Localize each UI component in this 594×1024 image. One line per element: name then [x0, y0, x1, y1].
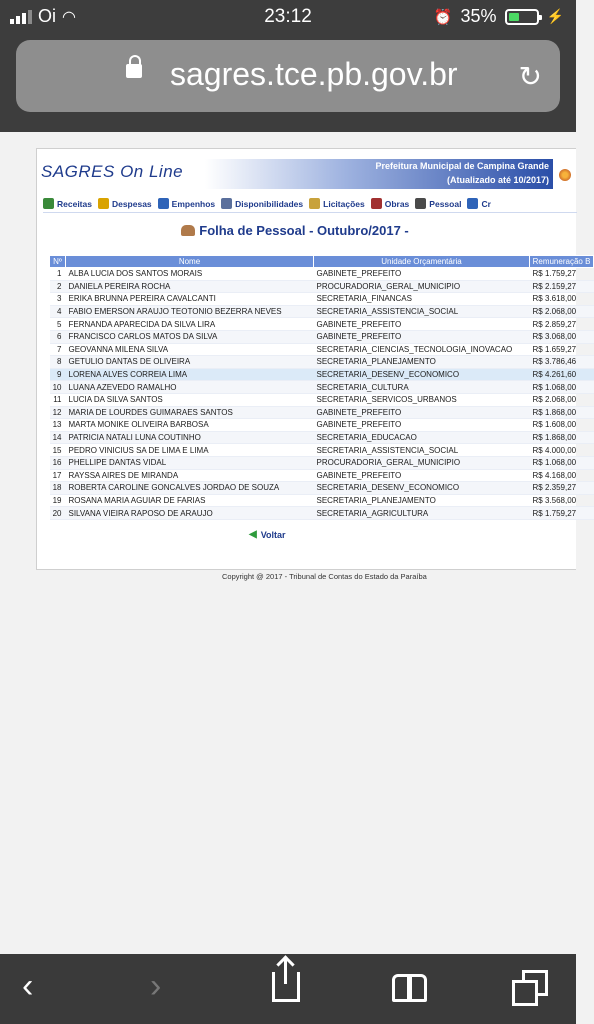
cell-numero: 3: [50, 293, 66, 306]
cell-numero: 17: [50, 469, 66, 482]
cell-numero: 13: [50, 419, 66, 432]
cell-nome[interactable]: ALBA LUCIA DOS SANTOS MORAIS: [66, 268, 314, 281]
menu-item-despesas[interactable]: Despesas: [98, 195, 158, 212]
cell-numero: 10: [50, 381, 66, 394]
cr-icon: [467, 198, 478, 209]
table-row[interactable]: [50, 494, 594, 507]
cell-numero: 20: [50, 507, 66, 520]
table-row[interactable]: [50, 444, 594, 457]
table-row[interactable]: [50, 280, 594, 293]
cell-unidade: GABINETE_PREFEITO: [314, 406, 530, 419]
table-row[interactable]: [50, 393, 594, 406]
cell-nome[interactable]: FERNANDA APARECIDA DA SILVA LIRA: [66, 318, 314, 331]
menu-item-cr[interactable]: Cr: [467, 195, 496, 212]
table-row[interactable]: [50, 343, 594, 356]
table-body: [50, 268, 594, 520]
cell-numero: 8: [50, 356, 66, 369]
cell-unidade: SECRETARIA_ASSISTENCIA_SOCIAL: [314, 305, 530, 318]
table-row[interactable]: [50, 356, 594, 369]
cell-unidade: SECRETARIA_CIENCIAS_TECNOLOGIA_INOVACAO: [314, 343, 530, 356]
cell-numero: 19: [50, 494, 66, 507]
cell-remuneracao: R$ 2.359,27: [530, 482, 594, 495]
header-remuneracao[interactable]: Remuneração B: [530, 256, 594, 268]
cell-remuneracao: R$ 1.868,00: [530, 406, 594, 419]
site-logo[interactable]: SAGRES On Line: [41, 162, 184, 181]
cell-unidade: SECRETARIA_DESENV_ECONOMICO: [314, 482, 530, 495]
cell-remuneracao: R$ 1.068,00: [530, 381, 594, 394]
battery-percent: 35%: [460, 6, 497, 26]
cell-unidade: SECRETARIA_CULTURA: [314, 381, 530, 394]
table-row[interactable]: [50, 305, 594, 318]
menu-item-empenhos[interactable]: Empenhos: [158, 195, 221, 212]
table-row[interactable]: [50, 431, 594, 444]
cell-nome[interactable]: ROBERTA CAROLINE GONCALVES JORDAO DE SOUZA: [66, 482, 314, 495]
alarm-icon: ⏰: [433, 8, 453, 26]
cell-remuneracao: R$ 2.068,00: [530, 393, 594, 406]
table-row[interactable]: [50, 406, 594, 419]
org-name: Prefeitura Municipal de Campina Grande: [375, 161, 549, 171]
cell-numero: 9: [50, 368, 66, 381]
cell-numero: 15: [50, 444, 66, 457]
cell-remuneracao: R$ 1.759,27: [530, 507, 594, 520]
battery-icon: [505, 9, 539, 25]
cell-unidade: SECRETARIA_AGRICULTURA: [314, 507, 530, 520]
main-menu: [43, 195, 577, 213]
status-bar: [0, 0, 576, 34]
cell-nome[interactable]: GETULIO DANTAS DE OLIVEIRA: [66, 356, 314, 369]
back-icon[interactable]: ‹: [22, 967, 34, 1005]
cell-numero: 6: [50, 330, 66, 343]
table-row[interactable]: [50, 293, 594, 306]
cell-numero: 11: [50, 393, 66, 406]
cell-remuneracao: R$ 1.759,27: [530, 268, 594, 281]
despesas-icon: [98, 198, 109, 209]
cell-numero: 7: [50, 343, 66, 356]
carrier-label: Oi: [38, 6, 56, 26]
cell-remuneracao: R$ 2.068,00: [530, 305, 594, 318]
payroll-table: [49, 255, 594, 520]
bookmarks-icon[interactable]: [392, 974, 428, 1002]
home-icon[interactable]: [559, 169, 571, 181]
people-icon: [181, 225, 195, 236]
cell-remuneracao: R$ 3.068,00: [530, 330, 594, 343]
cell-remuneracao: R$ 1.868,00: [530, 431, 594, 444]
menu-item-pessoal[interactable]: Pessoal: [415, 195, 467, 212]
address-bar[interactable]: [16, 40, 560, 112]
cell-remuneracao: R$ 3.786,46: [530, 356, 594, 369]
web-page: [36, 148, 591, 570]
cell-unidade: GABINETE_PREFEITO: [314, 330, 530, 343]
cell-nome[interactable]: FRANCISCO CARLOS MATOS DA SILVA: [66, 330, 314, 343]
forward-icon[interactable]: ›: [150, 967, 162, 1005]
cell-nome[interactable]: DANIELA PEREIRA ROCHA: [66, 280, 314, 293]
table-header-row: [50, 256, 594, 268]
table-row[interactable]: [50, 330, 594, 343]
table-row[interactable]: [50, 368, 594, 381]
cell-nome[interactable]: PHELLIPE DANTAS VIDAL: [66, 456, 314, 469]
cell-numero: 4: [50, 305, 66, 318]
voltar-link[interactable]: ◀ Voltar: [249, 529, 286, 540]
table-row[interactable]: [50, 456, 594, 469]
cell-remuneracao: R$ 3.568,00: [530, 494, 594, 507]
cell-numero: 5: [50, 318, 66, 331]
cell-remuneracao: R$ 1.659,27: [530, 343, 594, 356]
header-unidade[interactable]: Unidade Orçamentária: [314, 256, 530, 268]
back-arrow-icon: ◀: [249, 529, 257, 540]
cell-unidade: SECRETARIA_DESENV_ECONOMICO: [314, 368, 530, 381]
page-title: Folha de Pessoal - Outubro/2017 -: [37, 223, 577, 238]
cell-nome[interactable]: LUANA AZEVEDO RAMALHO: [66, 381, 314, 394]
header-nome[interactable]: Nome: [66, 256, 314, 268]
cell-nome[interactable]: ROSANA MARIA AGUIAR DE FARIAS: [66, 494, 314, 507]
cell-nome[interactable]: LUCIA DA SILVA SANTOS: [66, 393, 314, 406]
receitas-icon: [43, 198, 54, 209]
cell-unidade: SECRETARIA_PLANEJAMENTO: [314, 494, 530, 507]
cell-numero: 2: [50, 280, 66, 293]
cell-unidade: GABINETE_PREFEITO: [314, 318, 530, 331]
wifi-icon: ◠: [62, 8, 76, 26]
table-row[interactable]: [50, 419, 594, 432]
cell-remuneracao: R$ 4.000,00: [530, 444, 594, 457]
updated-label: (Atualizado até 10/2017): [446, 175, 549, 185]
cell-nome[interactable]: RAYSSA AIRES DE MIRANDA: [66, 469, 314, 482]
cell-unidade: SECRETARIA_SERVICOS_URBANOS: [314, 393, 530, 406]
cell-nome[interactable]: MARIA DE LOURDES GUIMARAES SANTOS: [66, 406, 314, 419]
cell-remuneracao: R$ 4.261,60: [530, 368, 594, 381]
reload-icon[interactable]: ↻: [518, 61, 542, 92]
browser-toolbar: [0, 954, 576, 1024]
cell-nome[interactable]: MARTA MONIKE OLIVEIRA BARBOSA: [66, 419, 314, 432]
menu-item-disponibilidades[interactable]: Disponibilidades: [221, 195, 309, 212]
site-header: [37, 153, 577, 191]
cell-remuneracao: R$ 1.608,00: [530, 419, 594, 432]
menu-item-receitas[interactable]: Receitas: [43, 195, 98, 212]
cell-unidade: SECRETARIA_FINANCAS: [314, 293, 530, 306]
pessoal-icon: [415, 198, 426, 209]
cell-numero: 18: [50, 482, 66, 495]
cell-remuneracao: R$ 2.859,27: [530, 318, 594, 331]
clock: 23:12: [264, 6, 312, 27]
copyright-text: Copyright @ 2017 - Tribunal de Contas do Estado da Paraíba: [222, 572, 427, 581]
cell-unidade: SECRETARIA_ASSISTENCIA_SOCIAL: [314, 444, 530, 457]
cell-nome[interactable]: FABIO EMERSON ARAUJO TEOTONIO BEZERRA NEVES: [66, 305, 314, 318]
obras-icon: [371, 198, 382, 209]
cell-remuneracao: R$ 4.168,00: [530, 469, 594, 482]
cell-nome[interactable]: PATRICIA NATALI LUNA COUTINHO: [66, 431, 314, 444]
cell-numero: 12: [50, 406, 66, 419]
share-icon[interactable]: [272, 972, 300, 1002]
disponibilidades-icon: [221, 198, 232, 209]
table-row[interactable]: [50, 482, 594, 495]
licitacoes-icon: [309, 198, 320, 209]
table-row[interactable]: [50, 507, 594, 520]
cell-remuneracao: R$ 3.618,00: [530, 293, 594, 306]
table-row[interactable]: [50, 268, 594, 281]
table-row[interactable]: [50, 318, 594, 331]
lock-icon: [126, 64, 142, 78]
cell-nome[interactable]: SILVANA VIEIRA RAPOSO DE ARAUJO: [66, 507, 314, 520]
empenhos-icon: [158, 198, 169, 209]
cell-nome[interactable]: PEDRO VINICIUS SA DE LIMA E LIMA: [66, 444, 314, 457]
cell-unidade: SECRETARIA_EDUCACAO: [314, 431, 530, 444]
tabs-icon[interactable]: [512, 970, 548, 1006]
cell-remuneracao: R$ 2.159,27: [530, 280, 594, 293]
menu-item-obras[interactable]: Obras: [371, 195, 416, 212]
cell-nome[interactable]: GEOVANNA MILENA SILVA: [66, 343, 314, 356]
cell-unidade: SECRETARIA_PLANEJAMENTO: [314, 356, 530, 369]
cell-numero: 16: [50, 456, 66, 469]
cell-nome[interactable]: ERIKA BRUNNA PEREIRA CAVALCANTI: [66, 293, 314, 306]
cell-remuneracao: R$ 1.068,00: [530, 456, 594, 469]
cell-nome[interactable]: LORENA ALVES CORREIA LIMA: [66, 368, 314, 381]
charging-icon: ⚡: [546, 8, 564, 24]
table-row[interactable]: [50, 469, 594, 482]
cell-numero: 1: [50, 268, 66, 281]
cell-numero: 14: [50, 431, 66, 444]
cell-unidade: PROCURADORIA_GERAL_MUNICIPIO: [314, 280, 530, 293]
cell-unidade: PROCURADORIA_GERAL_MUNICIPIO: [314, 456, 530, 469]
cell-unidade: GABINETE_PREFEITO: [314, 469, 530, 482]
cell-unidade: GABINETE_PREFEITO: [314, 268, 530, 281]
menu-item-licitacoes[interactable]: Licitações: [309, 195, 371, 212]
browser-chrome-top: [0, 0, 576, 132]
cell-unidade: GABINETE_PREFEITO: [314, 419, 530, 432]
url-text: sagres.tce.pb.gov.br: [170, 56, 458, 92]
header-numero[interactable]: Nº: [50, 256, 66, 268]
table-row[interactable]: [50, 381, 594, 394]
